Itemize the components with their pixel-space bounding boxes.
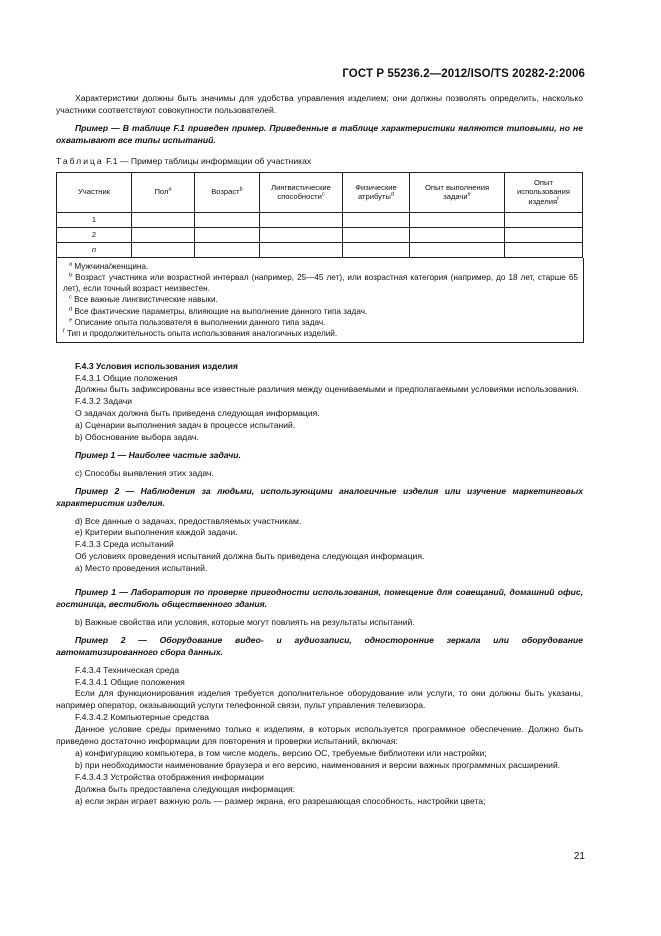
row-participant: n	[57, 242, 132, 257]
document-header: ГОСТ Р 55236.2—2012/ISO/TS 20282-2:2006	[342, 68, 585, 80]
footnote-a: $^a$ Мужчина/женщина.	[69, 260, 149, 271]
list-item: b) при необходимости наименование браузера и его версию, наименования и версии важных программных расширений.	[75, 759, 561, 770]
header-sex: Пол$^a$	[132, 172, 195, 212]
section-f431-text: Должны быть зафиксированы все известные различия между оцениваемыми и предполагаемыми условиями использования.	[75, 384, 579, 395]
footnote-c: $^c$ Все важные лингвистические навыки.	[69, 294, 218, 305]
section-f433: F.4.3.3 Среда испытаний	[75, 539, 174, 550]
row-participant: 1	[57, 212, 132, 227]
section-f4342: F.4.3.4.2 Компьютерные средства	[75, 712, 210, 723]
section-f433-text: Об условиях проведения испытаний должна быть приведена следующая информация.	[75, 551, 425, 562]
header-age: Возраст$^b$	[195, 172, 260, 212]
section-f4341: F.4.3.4.1 Общие положения	[75, 676, 185, 687]
participant-info-table	[56, 172, 583, 258]
example-3: Пример 1 — Лаборатория по проверке пригодности использования, помещение для совещаний, домашний офис, гостиница, вестибюль общественного здания.	[56, 587, 583, 610]
header-task-experience: Опыт выполнения задачи$^e$	[410, 172, 505, 212]
table-row	[57, 212, 583, 227]
footnote-d: $^d$ Все фактические параметры, влияющие на выполнение данного типа задач.	[69, 305, 368, 316]
header-linguistic: Лингвистические способности$^c$	[260, 172, 343, 212]
footnote-e: $^e$ Описание опыта пользователя в выполнении данного типа задач.	[69, 317, 326, 328]
table-row	[57, 242, 583, 257]
list-item: a) конфигурацию компьютера, в том числе модель, версию ОС, требуемые библиотеки или настройки;	[75, 747, 487, 758]
section-f4343-text: Должна быть предоставлена следующая информация:	[75, 783, 296, 794]
list-item: b) Обоснование выбора задач.	[75, 432, 199, 443]
table-row	[57, 227, 583, 242]
table-header-row	[57, 172, 583, 212]
page-content	[56, 93, 583, 808]
section-f4342-text: Данное условие среды применимо только к изделиям, в которых используется программное обеспечение. Должно быть приведено достаточно информации для повторения и проверки испытаний, включая:	[56, 724, 583, 747]
table-caption-text: F.1 — Пример таблицы информации об участниках	[103, 155, 312, 166]
header-product-experience: Опыт использования изделия$^f$	[505, 172, 583, 212]
header-participant: Участник	[57, 172, 132, 212]
section-f431: F.4.3.1 Общие положения	[75, 372, 178, 383]
section-f432-text: О задачах должна быть приведена следующая информация.	[75, 408, 320, 419]
footnote-b: $^b$ Возраст участника или возрастной интервал (например, 25—45 лет), или возрастная категория (например, до 18 лет, старше 65 лет), если точный возраст неизвестен.	[63, 272, 578, 294]
list-item: a) если экран играет важную роль — размер экрана, его разрешающая способность, настройки цвета;	[75, 795, 486, 806]
list-item: d) Все данные о задачах, предоставляемых участникам.	[75, 515, 302, 526]
list-item: e) Критерии выполнения каждой задачи.	[75, 527, 238, 538]
list-item: a) Место проведения испытаний.	[75, 563, 208, 574]
section-f432: F.4.3.2 Задачи	[75, 396, 133, 407]
table-caption-prefix: Таблица	[56, 155, 104, 166]
example-2: Пример 2 — Наблюдения за людьми, использующими аналогичные изделия или изучение маркетинговых характеристик изделия.	[56, 485, 583, 508]
row-participant: 2	[57, 227, 132, 242]
page-number: 21	[573, 851, 585, 862]
example-1: Пример 1 — Наиболее частые задачи.	[75, 449, 241, 460]
list-item: a) Сценарии выполнения задач в процессе испытаний.	[75, 420, 296, 431]
footnote-f: $^f$ Тип и продолжительность опыта использования аналогичных изделий.	[63, 328, 338, 339]
table-caption	[56, 156, 583, 168]
section-f4343: F.4.3.4.3 Устройства отображения информации	[75, 771, 264, 782]
header-physical: Физические атрибуты$^d$	[343, 172, 410, 212]
section-f4341-text: Если для функционирования изделия требуется дополнительное оборудование или услуги, то они должны быть указаны, например оператор, оказывающий услуги телефонной связи, пульт управления телевизора.	[56, 688, 583, 711]
list-item: b) Важные свойства или условия, которые могут повлиять на результаты испытаний.	[75, 616, 415, 627]
list-item: c) Способы выявления этих задач.	[75, 467, 214, 478]
section-f434: F.4.3.4 Техническая среда	[75, 664, 180, 675]
intro-paragraph: Характеристики должны быть значимы для удобства управления изделием; они должны позволять определить, насколько участники соответствуют совокупности пользователей.	[56, 93, 583, 115]
intro-example: Пример — В таблице F.1 приведен пример. Приведенные в таблице характеристики являются типовыми, но не охватывают все типы испытаний.	[56, 122, 583, 145]
example-4: Пример 2 — Оборудование видео- и аудиозаписи, односторонние зеркала или оборудование автоматизированного сбора данных.	[56, 634, 583, 657]
table-footnotes	[56, 258, 584, 343]
section-f43-title: F.4.3 Условия использования изделия	[75, 360, 238, 371]
